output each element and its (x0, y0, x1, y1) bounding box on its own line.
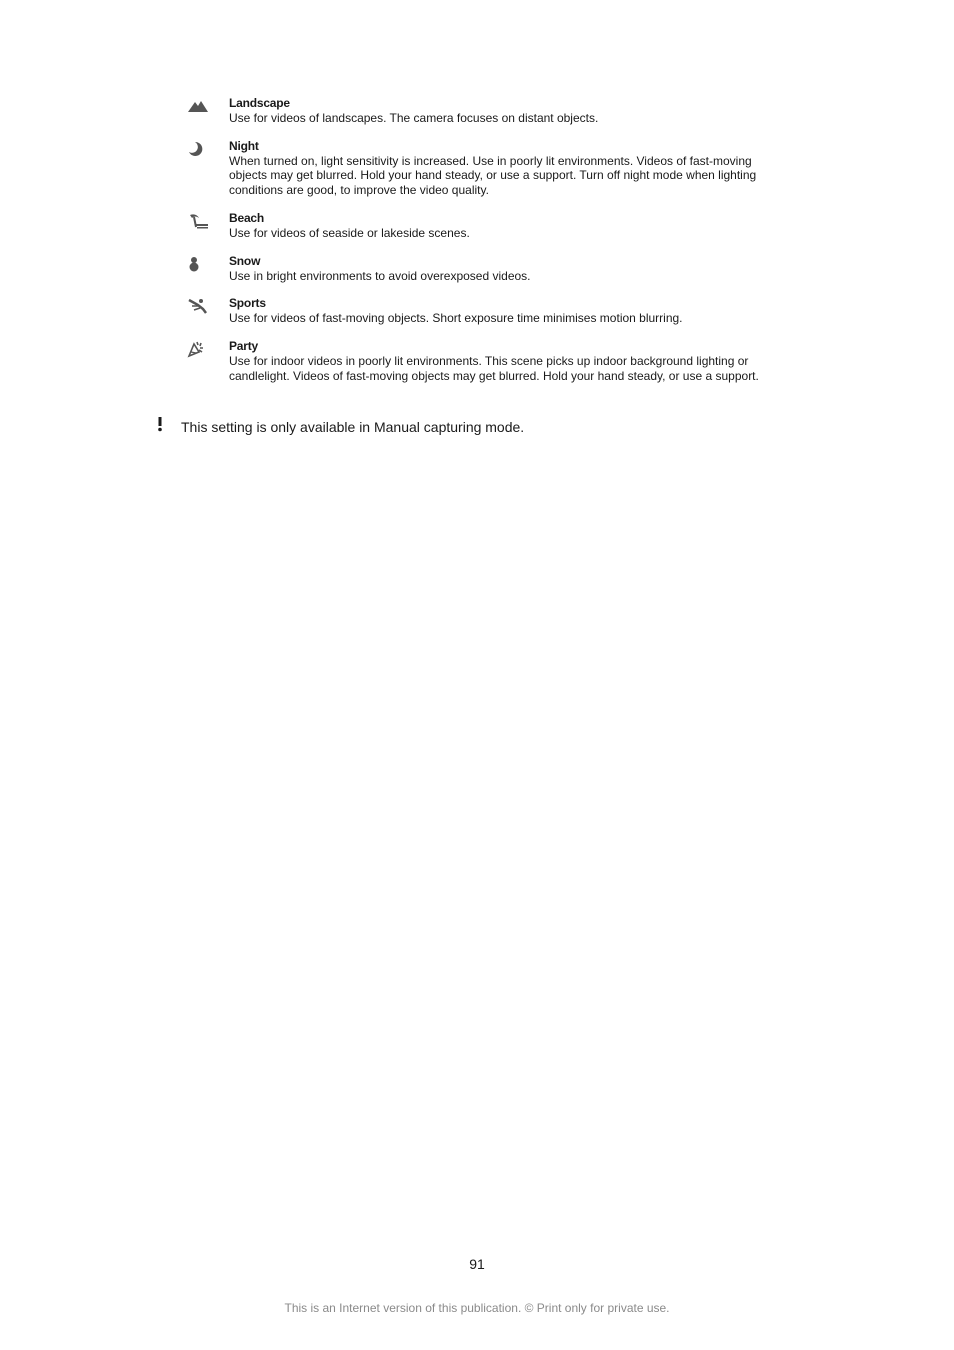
landscape-icon (186, 97, 210, 115)
scene-description: When turned on, light sensitivity is increased. Use in poorly lit environments. Videos of fast-moving objects may get blurred. Hold your hand steady, or use a support. Turn off night mode when lighting conditions are good, to improve the video quality. (229, 153, 757, 198)
scene-description: Use for videos of landscapes. The camera focuses on distant objects. (229, 111, 599, 125)
night-icon (186, 140, 210, 158)
scene-title: Snow (229, 253, 261, 268)
note-text: This setting is only available in Manual capturing mode. (181, 419, 525, 435)
page-number: 91 (469, 1256, 485, 1272)
scene-item-snow (186, 254, 786, 284)
footer-text: This is an Internet version of this publication. © Print only for private use. (284, 1301, 670, 1315)
scene-title: Beach (229, 210, 265, 225)
scene-item-party (186, 339, 786, 383)
scene-list (186, 96, 786, 396)
beach-icon (186, 212, 210, 230)
scene-title: Party (229, 338, 259, 353)
scene-item-night (186, 139, 786, 198)
scene-item-sports (186, 296, 786, 326)
scene-title: Landscape (229, 96, 290, 110)
exclamation-icon (155, 417, 165, 433)
scene-description: Use in bright environments to avoid overexposed videos. (229, 268, 531, 283)
scene-item-landscape (186, 96, 786, 126)
party-icon (186, 340, 210, 358)
scene-description: Use for videos of seaside or lakeside scenes. (229, 225, 470, 240)
snow-icon (186, 255, 210, 273)
scene-description: Use for videos of fast-moving objects. Short exposure time minimises motion blurring. (229, 311, 683, 326)
scene-title: Night (229, 138, 259, 153)
scene-description: Use for indoor videos in poorly lit environments. This scene picks up indoor background lighting or candlelight. Videos of fast-moving objects may get blurred. Hold your hand steady, or use a support. (229, 353, 759, 383)
scene-item-beach (186, 211, 786, 241)
sports-icon (186, 297, 210, 315)
scene-title: Sports (229, 296, 266, 311)
